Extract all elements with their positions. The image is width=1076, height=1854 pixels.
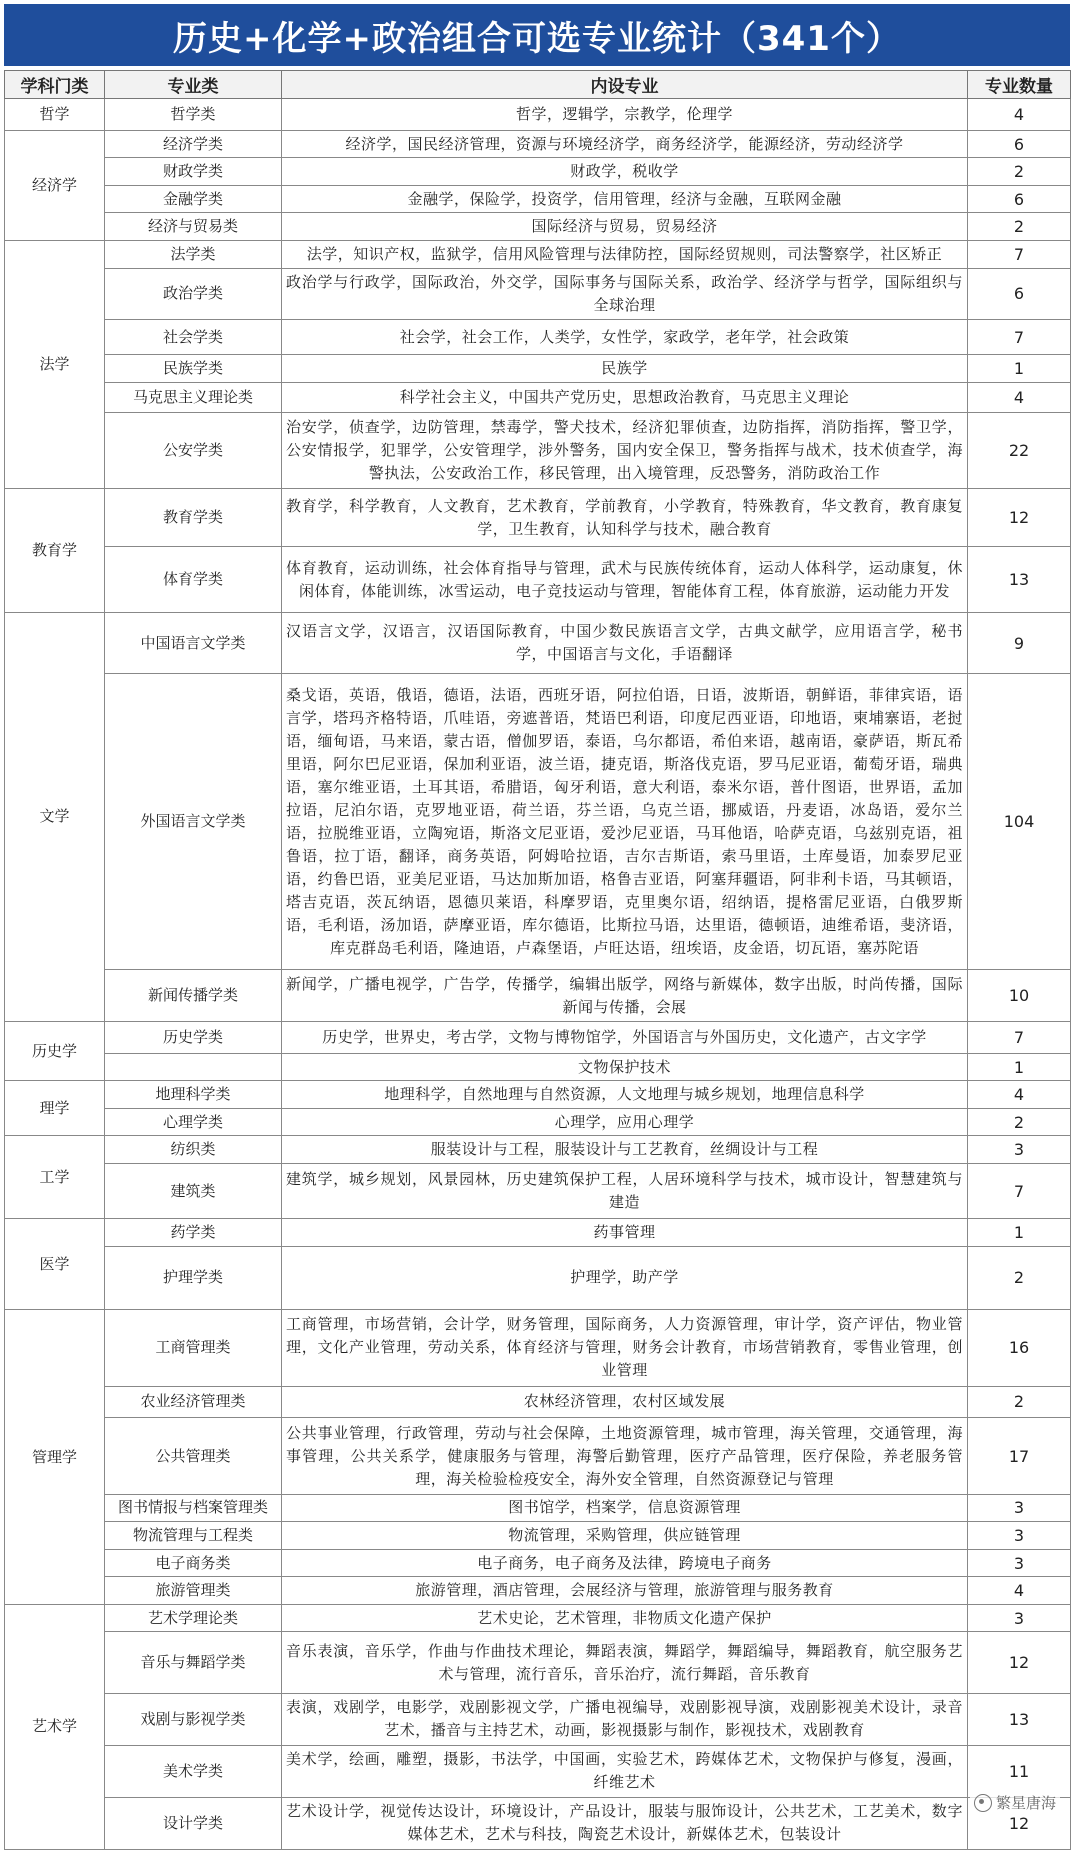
category-cell: 中国语言文学类 <box>105 612 282 673</box>
count-cell: 7 <box>968 240 1071 268</box>
category-cell: 教育学类 <box>105 488 282 546</box>
count-cell: 4 <box>968 1577 1071 1605</box>
table-row <box>5 1522 1071 1550</box>
count-cell: 13 <box>968 1693 1071 1745</box>
count-cell: 12 <box>968 488 1071 546</box>
table-row <box>5 1604 1071 1632</box>
count-cell: 13 <box>968 547 1071 613</box>
header-count: 专业数量 <box>968 71 1071 99</box>
majors-cell: 旅游管理，酒店管理，会展经济与管理，旅游管理与服务教育 <box>282 1577 968 1605</box>
majors-cell: 艺术设计学，视觉传达设计，环境设计，产品设计，服装与服饰设计，公共艺术，工艺美术，数字媒体艺术，艺术与科技，陶瓷艺术设计，新媒体艺术，包装设计 <box>282 1797 968 1849</box>
majors-cell: 治安学，侦查学，边防管理，禁毒学，警犬技术，经济犯罪侦查，边防指挥，消防指挥，警卫学，公安情报学，犯罪学，公安管理学，涉外警务，国内安全保卫，警务指挥与战术，技术侦查学，海警执法，公安政治工作，移民管理，出入境管理，反恐警务，消防政治工作 <box>282 412 968 488</box>
majors-cell: 心理学，应用心理学 <box>282 1108 968 1136</box>
count-cell: 104 <box>968 674 1071 970</box>
count-cell: 17 <box>968 1418 1071 1494</box>
header-majors: 内设专业 <box>282 71 968 99</box>
count-cell: 1 <box>968 1219 1071 1247</box>
table-row <box>5 268 1071 320</box>
count-cell: 12 <box>968 1632 1071 1693</box>
watermark-text: 繁星唐海 <box>995 1794 1056 1812</box>
category-cell: 外国语言文学类 <box>105 674 282 970</box>
count-cell: 11 <box>968 1745 1071 1797</box>
majors-cell: 桑戈语，英语，俄语，德语，法语，西班牙语，阿拉伯语，日语，波斯语，朝鲜语，菲律宾语，语言学，塔玛齐格特语，爪哇语，旁遮普语，梵语巴利语，印度尼西亚语，印地语，柬埔寨语，老挝语，缅甸语，马来语，蒙古语，僧伽罗语，泰语，乌尔都语，希伯来语，越南语，豪萨语，斯瓦希里语，阿尔巴尼亚语，保加利亚语，波兰语，捷克语，斯洛伐克语，罗马尼亚语，葡萄牙语，瑞典语，塞尔维亚语，土耳其语，希腊语，匈牙利语，意大利语，泰米尔语，普什图语，世界语，孟加拉语，尼泊尔语，克罗地亚语，荷兰语，芬兰语，乌克兰语，挪威语，丹麦语，冰岛语，爱尔兰语，拉脱维亚语，立陶宛语，斯洛文尼亚语，爱沙尼亚语，马耳他语，哈萨克语，乌兹别克语，祖鲁语，拉丁语，翻译，商务英语，阿姆哈拉语，吉尔吉斯语，索马里语，土库曼语，加泰罗尼亚语，约鲁巴语，亚美尼亚语，马达加斯加语，格鲁吉亚语，阿塞拜疆语，阿非利卡语，马其顿语，塔吉克语，茨瓦纳语，恩德贝莱语，科摩罗语，克里奥尔语，绍纳语，提格雷尼亚语，白俄罗斯语，毛利语，汤加语，萨摩亚语，库尔德语，比斯拉马语，达里语，德顿语，迪维希语，斐济语，库克群岛毛利语，隆迪语，卢森堡语，卢旺达语，纽埃语，皮金语，切瓦语，塞苏陀语 <box>282 674 968 970</box>
category-cell: 经济与贸易类 <box>105 213 282 241</box>
majors-cell: 农林经济管理，农村区域发展 <box>282 1386 968 1418</box>
category-cell: 新闻传播学类 <box>105 970 282 1022</box>
count-cell: 4 <box>968 1081 1071 1109</box>
category-cell: 法学类 <box>105 240 282 268</box>
majors-table <box>4 70 1071 1850</box>
count-cell: 2 <box>968 1108 1071 1136</box>
table-row <box>5 612 1071 673</box>
majors-cell: 新闻学，广播电视学，广告学，传播学，编辑出版学，网络与新媒体，数字出版，时尚传播，国际新闻与传播，会展 <box>282 970 968 1022</box>
count-cell: 3 <box>968 1522 1071 1550</box>
majors-cell: 图书馆学，档案学，信息资源管理 <box>282 1494 968 1522</box>
table-row <box>5 1219 1071 1247</box>
count-cell: 2 <box>968 1246 1071 1310</box>
category-cell: 历史学类 <box>105 1022 282 1054</box>
count-cell: 6 <box>968 268 1071 320</box>
discipline-cell: 工学 <box>5 1136 105 1219</box>
count-cell: 7 <box>968 1164 1071 1219</box>
category-cell: 美术学类 <box>105 1745 282 1797</box>
table-row <box>5 1164 1071 1219</box>
table-row <box>5 355 1071 383</box>
majors-cell: 建筑学，城乡规划，风景园林，历史建筑保护工程，人居环境科学与技术，城市设计，智慧建筑与建造 <box>282 1164 968 1219</box>
count-cell: 6 <box>968 185 1071 213</box>
count-cell: 3 <box>968 1136 1071 1164</box>
majors-cell: 美术学，绘画，雕塑，摄影，书法学，中国画，实验艺术，跨媒体艺术，文物保护与修复，漫画，纤维艺术 <box>282 1745 968 1797</box>
table-row <box>5 240 1071 268</box>
table-header-row <box>5 71 1071 99</box>
count-cell: 3 <box>968 1604 1071 1632</box>
category-cell: 物流管理与工程类 <box>105 1522 282 1550</box>
majors-cell: 公共事业管理，行政管理，劳动与社会保障，土地资源管理，城市管理，海关管理，交通管理，海事管理，公共关系学，健康服务与管理，海警后勤管理，医疗产品管理，医疗保险，养老服务管理，海关检验检疫安全，海外安全管理，自然资源登记与管理 <box>282 1418 968 1494</box>
category-cell: 纺织类 <box>105 1136 282 1164</box>
majors-cell: 科学社会主义，中国共产党历史，思想政治教育，马克思主义理论 <box>282 382 968 412</box>
majors-cell: 哲学，逻辑学，宗教学，伦理学 <box>282 99 968 131</box>
table-row <box>5 158 1071 186</box>
majors-cell: 历史学，世界史，考古学，文物与博物馆学，外国语言与外国历史，文化遗产，古文字学 <box>282 1022 968 1054</box>
count-cell: 10 <box>968 970 1071 1022</box>
count-cell: 12 <box>968 1797 1071 1849</box>
category-cell: 公安学类 <box>105 412 282 488</box>
table-row <box>5 213 1071 241</box>
table-row <box>5 1418 1071 1494</box>
wechat-icon <box>974 1794 992 1812</box>
discipline-cell: 艺术学 <box>5 1604 105 1849</box>
page-title: 历史+化学+政治组合可选专业统计（341个） <box>4 4 1070 66</box>
table-row <box>5 1386 1071 1418</box>
discipline-cell: 经济学 <box>5 130 105 240</box>
table-row <box>5 412 1071 488</box>
majors-cell: 文物保护技术 <box>282 1053 968 1081</box>
category-cell: 政治学类 <box>105 268 282 320</box>
table-row <box>5 99 1071 131</box>
category-cell: 体育学类 <box>105 547 282 613</box>
category-cell <box>105 1053 282 1081</box>
majors-cell: 民族学 <box>282 355 968 383</box>
table-row <box>5 1745 1071 1797</box>
count-cell: 2 <box>968 213 1071 241</box>
discipline-cell: 管理学 <box>5 1310 105 1605</box>
category-cell: 地理科学类 <box>105 1081 282 1109</box>
category-cell: 戏剧与影视学类 <box>105 1693 282 1745</box>
table-row <box>5 970 1071 1022</box>
header-category: 专业类 <box>105 71 282 99</box>
table-row <box>5 488 1071 546</box>
majors-cell: 电子商务，电子商务及法律，跨境电子商务 <box>282 1549 968 1577</box>
header-discipline: 学科门类 <box>5 71 105 99</box>
count-cell: 4 <box>968 382 1071 412</box>
count-cell: 7 <box>968 1022 1071 1054</box>
majors-cell: 经济学，国民经济管理，资源与环境经济学，商务经济学，能源经济，劳动经济学 <box>282 130 968 158</box>
majors-cell: 国际经济与贸易，贸易经济 <box>282 213 968 241</box>
table-row <box>5 1693 1071 1745</box>
count-cell: 4 <box>968 99 1071 131</box>
discipline-cell: 历史学 <box>5 1022 105 1081</box>
majors-cell: 教育学，科学教育，人文教育，艺术教育，学前教育，小学教育，特殊教育，华文教育，教育康复学，卫生教育，认知科学与技术，融合教育 <box>282 488 968 546</box>
count-cell: 2 <box>968 158 1071 186</box>
count-cell: 6 <box>968 130 1071 158</box>
discipline-cell: 法学 <box>5 240 105 488</box>
table-row <box>5 1108 1071 1136</box>
discipline-cell: 医学 <box>5 1219 105 1310</box>
table-row <box>5 1022 1071 1054</box>
count-cell: 1 <box>968 355 1071 383</box>
count-cell: 3 <box>968 1494 1071 1522</box>
majors-cell: 地理科学，自然地理与自然资源，人文地理与城乡规划，地理信息科学 <box>282 1081 968 1109</box>
table-row <box>5 1053 1071 1081</box>
table-row <box>5 185 1071 213</box>
watermark <box>970 1791 1060 1814</box>
count-cell: 1 <box>968 1053 1071 1081</box>
table-row <box>5 1136 1071 1164</box>
majors-cell: 音乐表演，音乐学，作曲与作曲技术理论，舞蹈表演，舞蹈学，舞蹈编导，舞蹈教育，航空服务艺术与管理，流行音乐，音乐治疗，流行舞蹈，音乐教育 <box>282 1632 968 1693</box>
category-cell: 工商管理类 <box>105 1310 282 1386</box>
majors-table-container <box>4 70 1070 1850</box>
category-cell: 音乐与舞蹈学类 <box>105 1632 282 1693</box>
discipline-cell: 文学 <box>5 612 105 1021</box>
table-row <box>5 674 1071 970</box>
majors-cell: 社会学，社会工作，人类学，女性学，家政学，老年学，社会政策 <box>282 320 968 355</box>
category-cell: 药学类 <box>105 1219 282 1247</box>
category-cell: 财政学类 <box>105 158 282 186</box>
majors-cell: 金融学，保险学，投资学，信用管理，经济与金融，互联网金融 <box>282 185 968 213</box>
category-cell: 艺术学理论类 <box>105 1604 282 1632</box>
majors-cell: 政治学与行政学，国际政治，外交学，国际事务与国际关系，政治学、经济学与哲学，国际组织与全球治理 <box>282 268 968 320</box>
table-row <box>5 1577 1071 1605</box>
table-row <box>5 1310 1071 1386</box>
count-cell: 16 <box>968 1310 1071 1386</box>
category-cell: 心理学类 <box>105 1108 282 1136</box>
category-cell: 农业经济管理类 <box>105 1386 282 1418</box>
category-cell: 护理学类 <box>105 1246 282 1310</box>
category-cell: 经济学类 <box>105 130 282 158</box>
count-cell: 3 <box>968 1549 1071 1577</box>
category-cell: 设计学类 <box>105 1797 282 1849</box>
count-cell: 2 <box>968 1386 1071 1418</box>
majors-cell: 体育教育，运动训练，社会体育指导与管理，武术与民族传统体育，运动人体科学，运动康复，休闲体育，体能训练，冰雪运动，电子竞技运动与管理，智能体育工程，体育旅游，运动能力开发 <box>282 547 968 613</box>
count-cell: 7 <box>968 320 1071 355</box>
category-cell: 图书情报与档案管理类 <box>105 1494 282 1522</box>
majors-cell: 物流管理，采购管理，供应链管理 <box>282 1522 968 1550</box>
majors-cell: 药事管理 <box>282 1219 968 1247</box>
majors-cell: 工商管理，市场营销，会计学，财务管理，国际商务，人力资源管理，审计学，资产评估，物业管理，文化产业管理，劳动关系，体育经济与管理，财务会计教育，市场营销教育，零售业管理，创业管理 <box>282 1310 968 1386</box>
table-row <box>5 1549 1071 1577</box>
table-body <box>5 99 1071 1850</box>
table-row <box>5 1632 1071 1693</box>
majors-cell: 法学，知识产权，监狱学，信用风险管理与法律防控，国际经贸规则，司法警察学，社区矫正 <box>282 240 968 268</box>
table-row <box>5 1081 1071 1109</box>
category-cell: 马克思主义理论类 <box>105 382 282 412</box>
majors-cell: 汉语言文学，汉语言，汉语国际教育，中国少数民族语言文学，古典文献学，应用语言学，秘书学，中国语言与文化，手语翻译 <box>282 612 968 673</box>
majors-cell: 服装设计与工程，服装设计与工艺教育，丝绸设计与工程 <box>282 1136 968 1164</box>
category-cell: 民族学类 <box>105 355 282 383</box>
table-row <box>5 547 1071 613</box>
discipline-cell: 哲学 <box>5 99 105 131</box>
table-row <box>5 1246 1071 1310</box>
majors-cell: 财政学，税收学 <box>282 158 968 186</box>
table-row <box>5 130 1071 158</box>
category-cell: 社会学类 <box>105 320 282 355</box>
category-cell: 金融学类 <box>105 185 282 213</box>
majors-cell: 表演，戏剧学，电影学，戏剧影视文学，广播电视编导，戏剧影视导演，戏剧影视美术设计，录音艺术，播音与主持艺术，动画，影视摄影与制作，影视技术，戏剧教育 <box>282 1693 968 1745</box>
category-cell: 建筑类 <box>105 1164 282 1219</box>
category-cell: 哲学类 <box>105 99 282 131</box>
table-row <box>5 1494 1071 1522</box>
category-cell: 公共管理类 <box>105 1418 282 1494</box>
table-row <box>5 320 1071 355</box>
category-cell: 旅游管理类 <box>105 1577 282 1605</box>
table-row <box>5 1797 1071 1849</box>
category-cell: 电子商务类 <box>105 1549 282 1577</box>
count-cell: 9 <box>968 612 1071 673</box>
count-cell: 22 <box>968 412 1071 488</box>
majors-cell: 艺术史论，艺术管理，非物质文化遗产保护 <box>282 1604 968 1632</box>
discipline-cell: 理学 <box>5 1081 105 1136</box>
majors-cell: 护理学，助产学 <box>282 1246 968 1310</box>
table-row <box>5 382 1071 412</box>
discipline-cell: 教育学 <box>5 488 105 612</box>
